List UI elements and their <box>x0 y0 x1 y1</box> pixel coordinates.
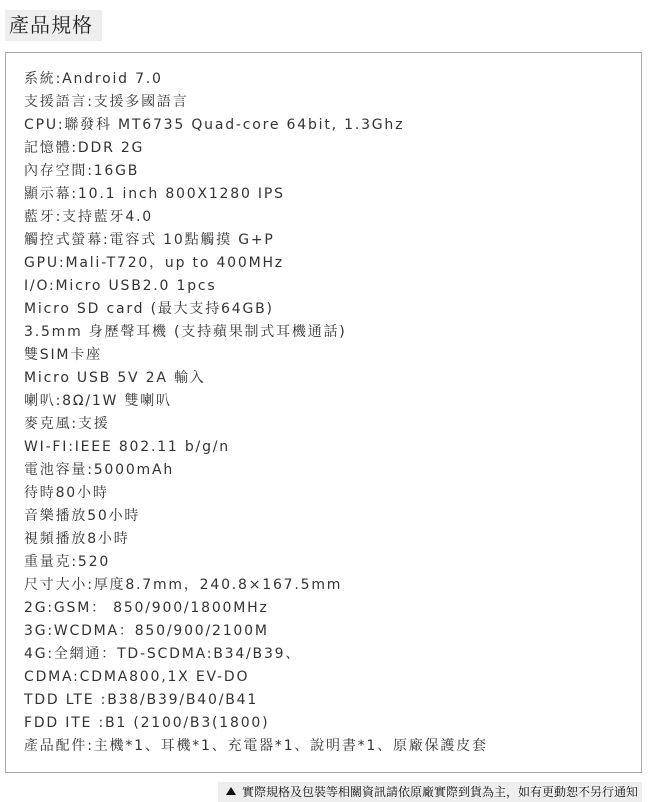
page-title-bar <box>5 10 102 41</box>
spec-line: 視頻播放8小時 <box>24 531 130 547</box>
footer-note <box>218 782 642 802</box>
spec-line: 藍牙:支持藍牙4.0 <box>24 209 153 225</box>
spec-line: I/O:Micro USB2.0 1pcs <box>24 278 217 294</box>
spec-line: 觸控式螢幕:電容式 10點觸摸 G+P <box>24 232 275 248</box>
spec-line: 待時80小時 <box>24 485 109 501</box>
footer-note-text: 實際規格及包裝等相關資訊請依原廠實際到貨為主，如有更動恕不另行通知 <box>241 785 638 799</box>
spec-line: Micro SD card (最大支持64GB) <box>24 301 274 317</box>
spec-line: WI-FI:IEEE 802.11 b/g/n <box>24 439 230 455</box>
page-title: 產品規格 <box>9 13 93 37</box>
spec-line: 系統:Android 7.0 <box>24 71 163 87</box>
spec-line: 尺寸大小:厚度8.7mm，240.8×167.5mm <box>24 577 343 593</box>
spec-line: 雙SIM卡座 <box>24 347 102 363</box>
spec-line: 麥克風:支援 <box>24 416 110 432</box>
spec-list <box>24 68 488 758</box>
spec-line: 喇叭:8Ω/1W 雙喇叭 <box>24 393 172 409</box>
spec-line: GPU:Mali-T720，up to 400MHz <box>24 255 284 271</box>
spec-line: TDD LTE :B38/B39/B40/B41 <box>24 692 259 708</box>
spec-line: 支援語言:支援多國語言 <box>24 94 189 110</box>
spec-line: 電池容量:5000mAh <box>24 462 175 478</box>
spec-line: 4G:全網通：TD-SCDMA:B34/B39、 <box>24 646 302 662</box>
spec-line: 顯示幕:10.1 inch 800X1280 IPS <box>24 186 285 202</box>
spec-line: 2G:GSM： 850/900/1800MHz <box>24 600 269 616</box>
spec-line: 重量克:520 <box>24 554 111 570</box>
triangle-up-icon <box>226 787 236 795</box>
spec-line: CPU:聯發科 MT6735 Quad-core 64bit, 1.3Ghz <box>24 117 405 133</box>
spec-box <box>5 52 642 773</box>
spec-line: 音樂播放50小時 <box>24 508 141 524</box>
spec-line: CDMA:CDMA800,1X EV-DO <box>24 669 250 685</box>
spec-line: 產品配件:主機*1、耳機*1、充電器*1、說明書*1、原廠保護皮套 <box>24 738 488 754</box>
spec-line: 3G:WCDMA：850/900/2100M <box>24 623 269 639</box>
spec-line: Micro USB 5V 2A 輸入 <box>24 370 206 386</box>
spec-line: 內存空間:16GB <box>24 163 140 179</box>
spec-line: 記憶體:DDR 2G <box>24 140 145 156</box>
spec-line: FDD ITE :B1 (2100/B3(1800) <box>24 715 270 731</box>
spec-line: 3.5mm 身歷聲耳機 (支持蘋果制式耳機通話) <box>24 324 347 340</box>
